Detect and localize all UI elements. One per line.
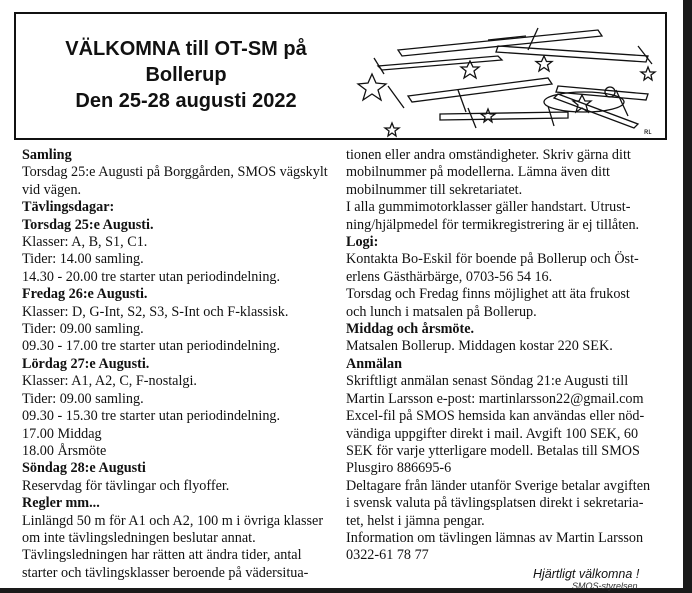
title-line-2: Bollerup: [145, 64, 227, 86]
text-line: Torsdag 25:e Augusti på Borggården, SMOS vägskylt: [22, 164, 328, 181]
text-line: Linlängd 50 m för A1 och A2, 100 m i övriga klasser: [22, 512, 324, 529]
glider-drawing-1: [374, 30, 602, 74]
text-line: I alla gummimotorklasser gäller handstart. Utrust-: [346, 199, 631, 216]
text-line: Tider: 14.00 samling.: [22, 251, 144, 268]
title-line-1: VÄLKOMNA till OT-SM på: [65, 38, 307, 60]
text-line: mobilnummer på modellerna. Lämna även ditt: [346, 164, 610, 181]
text-line: Excel-fil på SMOS hemsida kan användas eller nöd-: [346, 408, 645, 425]
text-line: och lunch i matsalen på Bollerup.: [346, 303, 537, 320]
event-title: [36, 36, 336, 114]
section-heading: Söndag 28:e Augusti: [22, 460, 146, 477]
text-line: Tider: 09.00 samling.: [22, 321, 144, 338]
star-icon: [641, 67, 655, 80]
text-line: SEK för varje ytterligare modell. Betalas till SMOS: [346, 442, 640, 459]
text-line: mobilnummer till sekretariatet.: [346, 181, 523, 198]
text-line: Skriftligt anmälan senast Söndag 21:e Augusti till: [346, 373, 629, 390]
right-column: [346, 147, 668, 565]
closing-greeting: Hjärtligt välkomna !: [533, 567, 640, 581]
text-line: Klasser: D, G-Int, S2, S3, S-Int och F-klassisk.: [22, 303, 289, 320]
text-line: 17.00 Middag: [22, 425, 102, 442]
text-line: Klasser: A1, A2, C, F-nostalgi.: [22, 373, 197, 390]
text-line: vändiga uppgifter direkt i mail. Avgift 100 SEK, 60: [346, 425, 639, 442]
text-line: Information om tävlingen lämnas av Martin Larsson: [346, 529, 644, 546]
text-line: Martin Larsson e-post: martinlarsson22@gmail.com: [346, 390, 644, 407]
text-line: Plusgiro 886695-6: [346, 460, 452, 477]
section-heading: Torsdag 25:e Augusti.: [22, 216, 154, 233]
section-heading: Fredag 26:e Augusti.: [22, 286, 148, 303]
glider-drawing-3: [388, 78, 552, 112]
text-line: erlens Gästhärbärge, 0703-56 54 16.: [346, 268, 553, 285]
cut-off-signature: SMOS-styrelsen: [572, 581, 638, 591]
section-heading: Regler mm...: [22, 495, 100, 512]
left-column: [22, 147, 340, 582]
text-line: 0322-61 78 77: [346, 547, 429, 564]
plane-drawing-5: [440, 106, 568, 128]
title-line-3: Den 25-28 augusti 2022: [75, 90, 297, 112]
text-line: i svensk valuta på tävlingsplatsen direkt i sekretaria-: [346, 495, 644, 512]
glider-drawing-2: [496, 28, 652, 64]
text-line: Torsdag och Fredag finns möjlighet att äta frukost: [346, 286, 630, 303]
section-heading: Samling: [22, 147, 72, 163]
text-line: tet, helst i jämna pengar.: [346, 512, 485, 529]
star-icon: [385, 123, 399, 136]
text-line: 09.30 - 15.30 tre starter utan periodindelning.: [22, 408, 281, 425]
text-line: tionen eller andra omständigheter. Skriv gärna ditt: [346, 147, 631, 163]
section-heading: Logi:: [346, 234, 379, 251]
artist-mark: ʀʟ: [644, 127, 652, 136]
text-line: om inte tävlingsledningen beslutar annat.: [22, 529, 256, 546]
section-heading: Tävlingsdagar:: [22, 199, 115, 216]
text-line: Matsalen Bollerup. Middagen kostar 220 SEK.: [346, 338, 613, 355]
model-airplanes-illustration: [348, 16, 664, 138]
scan-edge-right: [683, 0, 692, 593]
text-line: starter och tävlingsklasser beroende på vädersitua-: [22, 564, 309, 581]
text-line: Deltagare från länder utanför Sverige betalar avgiften: [346, 477, 651, 494]
star-icon: [536, 56, 552, 71]
text-line: Kontakta Bo-Eskil för boende på Bollerup och Öst-: [346, 251, 639, 268]
text-line: Tävlingsledningen har rätten att ändra tider, antal: [22, 547, 302, 564]
text-line: ning/hjälpmedel för termikregistrering är ej tillåten.: [346, 216, 640, 233]
star-icon: [481, 109, 495, 122]
text-line: Klasser: A, B, S1, C1.: [22, 234, 148, 251]
text-line: vid vägen.: [22, 181, 82, 198]
text-line: Reservdag för tävlingar och flyoffer.: [22, 477, 230, 494]
header-box: [14, 12, 667, 140]
section-heading: Anmälan: [346, 355, 402, 372]
text-line: 09.30 - 17.00 tre starter utan periodindelning.: [22, 338, 281, 355]
section-heading: Middag och årsmöte.: [346, 321, 475, 338]
star-icon: [358, 74, 386, 100]
section-heading: Lördag 27:e Augusti.: [22, 355, 150, 372]
text-line: Tider: 09.00 samling.: [22, 390, 144, 407]
text-line: 18.00 Årsmöte: [22, 442, 107, 459]
text-line: 14.30 - 20.00 tre starter utan periodindelning.: [22, 268, 281, 285]
